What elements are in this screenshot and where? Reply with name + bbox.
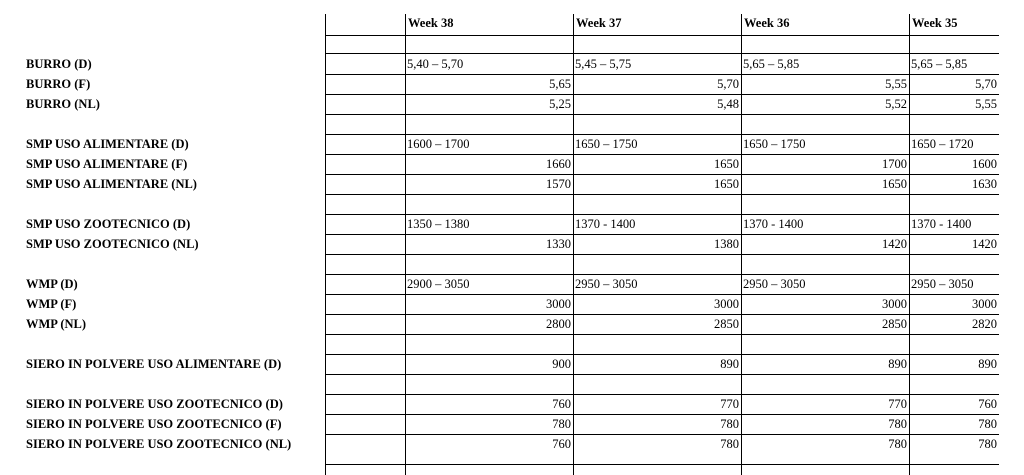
price-cell: 780	[978, 437, 997, 451]
price-cell: 5,70	[717, 77, 739, 91]
price-cell: 780	[888, 437, 907, 451]
row-rule	[325, 464, 999, 465]
row-label: SIERO IN POLVERE USO ALIMENTARE (D)	[26, 357, 282, 371]
price-cell: 1350 – 1380	[407, 217, 470, 231]
week-header: Week 35	[912, 16, 958, 30]
price-cell: 1370 - 1400	[911, 217, 972, 231]
row-rule	[325, 414, 999, 415]
price-cell: 5,48	[717, 97, 739, 111]
column-divider	[325, 14, 326, 475]
price-cell: 1650 – 1750	[743, 137, 806, 151]
row-rule	[325, 334, 999, 335]
price-cell: 1700	[882, 157, 907, 171]
week-header: Week 37	[576, 16, 622, 30]
row-label: BURRO (NL)	[26, 97, 100, 111]
row-label: SIERO IN POLVERE USO ZOOTECNICO (D)	[26, 397, 283, 411]
price-cell: 5,65 – 5,85	[911, 57, 968, 71]
price-cell: 1660	[546, 157, 571, 171]
price-cell: 780	[720, 417, 739, 431]
price-cell: 760	[552, 397, 571, 411]
row-label: SIERO IN POLVERE USO ZOOTECNICO (F)	[26, 417, 282, 431]
price-cell: 3000	[882, 297, 907, 311]
row-label: BURRO (F)	[26, 77, 91, 91]
price-cell: 5,70	[975, 77, 997, 91]
price-cell: 3000	[714, 297, 739, 311]
price-cell: 2850	[882, 317, 907, 331]
row-label: BURRO (D)	[26, 57, 92, 71]
price-cell: 890	[888, 357, 907, 371]
spacer-rule	[325, 214, 999, 215]
price-cell: 2800	[546, 317, 571, 331]
price-cell: 1650 – 1750	[575, 137, 638, 151]
spacer-rule	[325, 354, 999, 355]
price-cell: 3000	[972, 297, 997, 311]
price-cell: 5,55	[885, 77, 907, 91]
row-rule	[325, 94, 999, 95]
row-rule	[325, 154, 999, 155]
price-cell: 890	[978, 357, 997, 371]
row-rule	[325, 234, 999, 235]
price-cell: 1420	[882, 237, 907, 251]
week-header: Week 36	[744, 16, 790, 30]
price-cell: 1650 – 1720	[911, 137, 974, 151]
price-cell: 1370 - 1400	[575, 217, 636, 231]
price-cell: 770	[888, 397, 907, 411]
price-cell: 3000	[546, 297, 571, 311]
row-rule	[325, 74, 999, 75]
price-cell: 1650	[714, 177, 739, 191]
price-cell: 1600 – 1700	[407, 137, 470, 151]
price-cell: 1330	[546, 237, 571, 251]
price-cell: 2950 – 3050	[575, 277, 638, 291]
row-label: WMP (F)	[26, 297, 77, 311]
price-cell: 1380	[714, 237, 739, 251]
row-label: SMP USO ALIMENTARE (NL)	[26, 177, 197, 191]
row-rule	[325, 174, 999, 175]
row-rule	[325, 434, 999, 435]
price-cell: 5,65 – 5,85	[743, 57, 800, 71]
price-cell: 2850	[714, 317, 739, 331]
price-cell: 780	[552, 417, 571, 431]
price-cell: 2950 – 3050	[911, 277, 974, 291]
price-cell: 900	[552, 357, 571, 371]
row-label: WMP (NL)	[26, 317, 87, 331]
row-label: SIERO IN POLVERE USO ZOOTECNICO (NL)	[26, 437, 292, 451]
row-label: SMP USO ALIMENTARE (D)	[26, 137, 189, 151]
price-cell: 5,55	[975, 97, 997, 111]
row-rule	[325, 194, 999, 195]
row-label: SMP USO ZOOTECNICO (D)	[26, 217, 191, 231]
header-rule	[325, 53, 999, 54]
price-cell: 2900 – 3050	[407, 277, 470, 291]
spacer-rule	[325, 394, 999, 395]
row-label: SMP USO ZOOTECNICO (NL)	[26, 237, 199, 251]
price-cell: 5,65	[549, 77, 571, 91]
price-cell: 780	[978, 417, 997, 431]
week-header: Week 38	[408, 16, 454, 30]
price-cell: 1650	[714, 157, 739, 171]
price-cell: 1650	[882, 177, 907, 191]
header-rule	[325, 35, 999, 36]
row-rule	[325, 294, 999, 295]
row-rule	[325, 374, 999, 375]
price-cell: 2950 – 3050	[743, 277, 806, 291]
spacer-rule	[325, 274, 999, 275]
price-cell: 770	[720, 397, 739, 411]
price-cell: 5,45 – 5,75	[575, 57, 632, 71]
price-cell: 5,40 – 5,70	[407, 57, 464, 71]
row-label: WMP (D)	[26, 277, 78, 291]
price-cell: 1420	[972, 237, 997, 251]
row-rule	[325, 254, 999, 255]
price-cell: 780	[888, 417, 907, 431]
row-rule	[325, 114, 999, 115]
row-label: SMP USO ALIMENTARE (F)	[26, 157, 188, 171]
spacer-rule	[325, 134, 999, 135]
price-cell: 1370 - 1400	[743, 217, 804, 231]
price-cell: 1630	[972, 177, 997, 191]
price-cell: 2820	[972, 317, 997, 331]
price-cell: 890	[720, 357, 739, 371]
price-cell: 5,52	[885, 97, 907, 111]
row-rule	[325, 314, 999, 315]
price-cell: 1570	[546, 177, 571, 191]
price-cell: 1600	[972, 157, 997, 171]
price-cell: 760	[978, 397, 997, 411]
price-cell: 5,25	[549, 97, 571, 111]
price-cell: 760	[552, 437, 571, 451]
price-cell: 780	[720, 437, 739, 451]
